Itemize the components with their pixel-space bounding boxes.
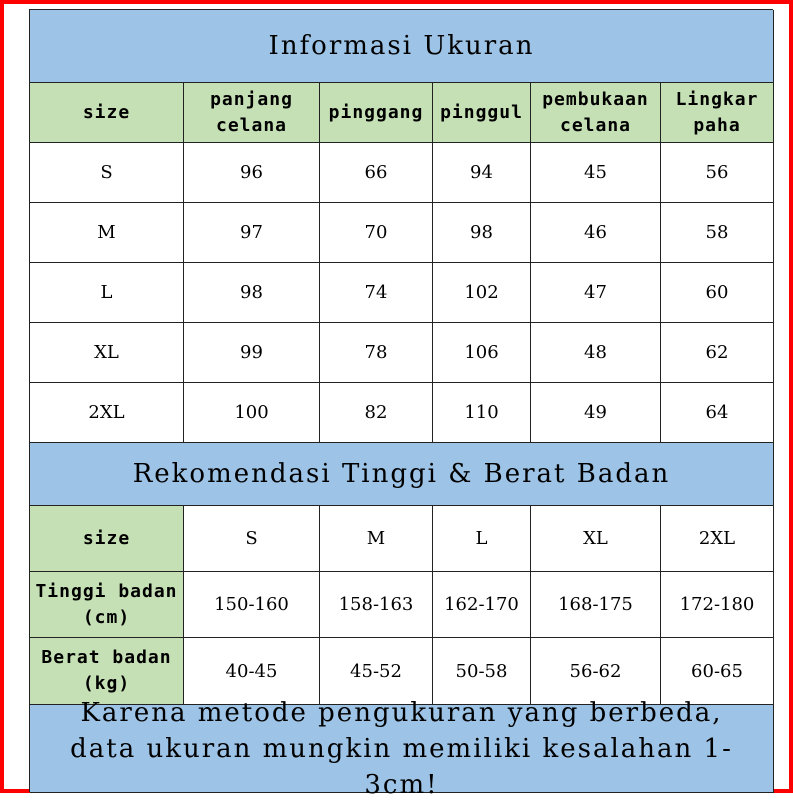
pinggul-value: 110 (464, 402, 499, 423)
pinggul-cell (433, 143, 531, 203)
size-cell (30, 383, 184, 443)
size-value: M (97, 222, 116, 243)
pembukaan-celana-cell (531, 323, 661, 383)
tinggi-badan-value: 172-180 (679, 594, 755, 615)
rec-size-cell (531, 506, 661, 572)
pinggang-value: 78 (364, 342, 388, 363)
size-cell (30, 263, 184, 323)
pinggang-cell (320, 203, 433, 263)
rec-size-value: 2XL (698, 528, 736, 549)
pinggul-cell (433, 383, 531, 443)
header-pinggul (433, 83, 531, 143)
rec-size-cell (320, 506, 433, 572)
panjang-celana-value: 99 (240, 342, 263, 363)
header-pembukaan-celana (531, 83, 661, 143)
tinggi-badan-cell (433, 572, 531, 638)
header-pinggul-text: pinggul (440, 101, 523, 123)
berat-badan-value: 56-62 (569, 660, 622, 682)
pinggul-cell (433, 323, 531, 383)
size-chart-table (29, 9, 773, 800)
measurement-footnote (30, 697, 774, 800)
header-size (30, 83, 184, 143)
lingkar-paha-value: 64 (705, 402, 729, 423)
header-pembukaan-celana-text: pembukaan celana (542, 88, 649, 136)
rec-size-value: XL (583, 528, 608, 549)
lingkar-paha-cell (661, 143, 774, 203)
header-panjang-celana (184, 83, 320, 143)
pinggul-value: 98 (470, 222, 493, 243)
rec-size-value: L (475, 528, 488, 549)
pembukaan-celana-cell (531, 383, 661, 443)
tinggi-badan-value: 168-175 (558, 594, 633, 615)
panjang-celana-cell (184, 203, 320, 263)
rec-header-berat-badan-text: Berat badan (kg) (41, 647, 172, 694)
size-value: XL (94, 342, 119, 363)
rec-header-tinggi-badan (30, 572, 184, 638)
tinggi-badan-cell (184, 572, 320, 638)
pinggang-cell (320, 143, 433, 203)
size-value: 2XL (88, 402, 125, 423)
tinggi-badan-cell (531, 572, 661, 638)
lingkar-paha-value: 62 (705, 342, 729, 363)
tinggi-badan-cell (320, 572, 433, 638)
size-table-title (30, 10, 774, 83)
lingkar-paha-cell (661, 383, 774, 443)
size-value: L (100, 282, 113, 303)
lingkar-paha-cell (661, 263, 774, 323)
pinggul-value: 106 (464, 342, 499, 363)
rec-size-cell (184, 506, 320, 572)
pinggang-cell (320, 383, 433, 443)
rec-header-tinggi-badan-text: Tinggi badan (cm) (35, 580, 178, 628)
pembukaan-celana-cell (531, 143, 661, 203)
rec-size-value: S (245, 528, 258, 549)
panjang-celana-cell (184, 323, 320, 383)
lingkar-paha-value: 56 (705, 162, 729, 183)
size-value: S (100, 162, 113, 183)
size-cell (30, 323, 184, 383)
berat-badan-value: 60-65 (691, 660, 743, 682)
rec-header-size (30, 506, 184, 572)
panjang-celana-cell (184, 383, 320, 443)
rec-header-size-text: size (82, 527, 131, 549)
pembukaan-celana-cell (531, 203, 661, 263)
pinggul-cell (433, 263, 531, 323)
footnote-text: Karena metode pengukuran yang berbeda, data ukuran mungkin memiliki kesalahan 1-3cm! (70, 697, 733, 800)
pembukaan-celana-value: 49 (584, 402, 607, 423)
pembukaan-celana-value: 46 (584, 222, 607, 243)
panjang-celana-value: 98 (240, 282, 263, 303)
rec-size-value: M (366, 528, 386, 549)
pinggang-cell (320, 263, 433, 323)
size-cell (30, 203, 184, 263)
pembukaan-celana-value: 47 (584, 282, 607, 303)
pinggul-cell (433, 203, 531, 263)
pinggul-value: 102 (464, 282, 499, 303)
pinggul-value: 94 (470, 162, 493, 183)
panjang-celana-value: 96 (240, 162, 263, 183)
tinggi-badan-cell (661, 572, 774, 638)
berat-badan-value: 45-52 (350, 660, 402, 682)
tinggi-badan-value: 162-170 (444, 594, 519, 615)
header-pinggang (320, 83, 433, 143)
pinggang-value: 66 (364, 162, 388, 183)
recommendation-table-title-text: Rekomendasi Tinggi & Berat Badan (132, 459, 671, 489)
size-table-title-text: Informasi Ukuran (268, 31, 535, 61)
pembukaan-celana-value: 45 (584, 162, 607, 183)
berat-badan-value: 40-45 (225, 660, 278, 682)
header-lingkar-paha-text: Lingkar paha (675, 88, 759, 136)
recommendation-table-title (30, 443, 774, 506)
panjang-celana-value: 97 (240, 222, 263, 243)
lingkar-paha-value: 58 (705, 222, 729, 243)
rec-size-cell (661, 506, 774, 572)
size-cell (30, 143, 184, 203)
tinggi-badan-value: 150-160 (214, 594, 289, 615)
header-panjang-celana-text: panjang celana (210, 88, 293, 136)
lingkar-paha-cell (661, 323, 774, 383)
panjang-celana-value: 100 (234, 402, 269, 423)
tinggi-badan-value: 158-163 (338, 594, 414, 615)
pinggang-value: 70 (364, 222, 388, 243)
berat-badan-value: 50-58 (455, 660, 508, 682)
header-pinggang-text: pinggang (328, 101, 424, 123)
pinggang-cell (320, 323, 433, 383)
pembukaan-celana-cell (531, 263, 661, 323)
panjang-celana-cell (184, 263, 320, 323)
rec-size-cell (433, 506, 531, 572)
header-lingkar-paha (661, 83, 774, 143)
pinggang-value: 82 (364, 402, 388, 423)
lingkar-paha-value: 60 (705, 282, 729, 303)
panjang-celana-cell (184, 143, 320, 203)
pinggang-value: 74 (364, 282, 388, 303)
pembukaan-celana-value: 48 (584, 342, 607, 363)
header-size-text: size (82, 101, 131, 123)
lingkar-paha-cell (661, 203, 774, 263)
